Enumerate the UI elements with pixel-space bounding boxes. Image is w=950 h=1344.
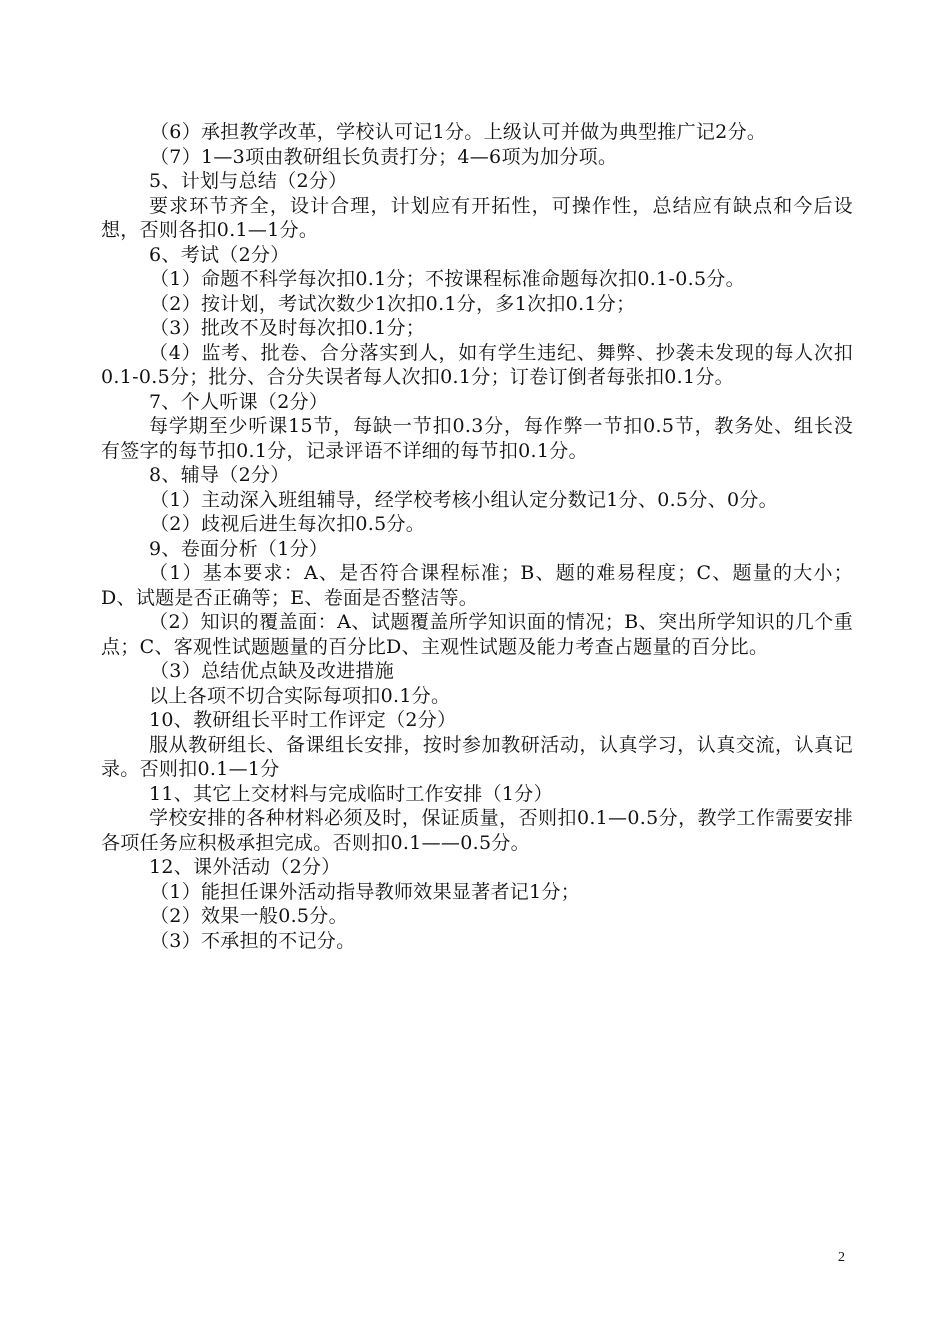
- section-heading: 8、辅导（2分）: [149, 464, 290, 486]
- paragraph: （6）承担教学改革，学校认可记1分。上级认可并做为典型推广记2分。: [150, 121, 767, 143]
- page-number: 2: [838, 1250, 845, 1265]
- paragraph: 要求环节齐全，设计合理，计划应有开拓性，可操作性，总结应有缺点和今后设想，否则各扣0.1—1分。: [101, 194, 853, 241]
- paragraph: 每学期至少听课15节，每缺一节扣0.3分，每作弊一节扣0.5节，教务处、组长没有签字的每节扣0.1分，记录评语不详细的每节扣0.1分。: [101, 415, 853, 462]
- paragraph: （2）知识的覆盖面：A、试题覆盖所学知识面的情况；B、突出所学知识的几个重点；C、客观性试题题量的百分比D、主观性试题及能力考查占题量的百分比。: [101, 611, 853, 658]
- section-heading: 10、教研组长平时工作评定（2分）: [149, 709, 457, 731]
- paragraph: （1）基本要求：A、是否符合课程标准；B、题的难易程度；C、题量的大小；D、试题是否正确等；E、卷面是否整洁等。: [101, 562, 853, 609]
- paragraph: （3）不承担的不记分。: [150, 929, 356, 952]
- section-heading: 9、卷面分析（1分）: [149, 537, 329, 560]
- paragraph: （2）效果一般0.5分。: [150, 905, 348, 927]
- paragraph: （4）监考、批卷、合分落实到人，如有学生违纪、舞弊、抄袭未发现的每人次扣0.1-0.5分；批分、合分失误者每人次扣0.1分；订卷订倒者每张扣0.1分。: [101, 341, 853, 388]
- paragraph: 以上各项不切合实际每项扣0.1分。: [149, 684, 451, 707]
- paragraph: （3）总结优点缺及改进措施: [150, 660, 394, 682]
- document-body: [101, 120, 853, 953]
- paragraph: （3）批改不及时每次扣0.1分；: [150, 317, 426, 339]
- paragraph: 学校安排的各种材料必须及时，保证质量，否则扣0.1—0.5分，教学工作需要安排各项任务应积极承担完成。否则扣0.1——0.5分。: [101, 807, 853, 854]
- paragraph: （2）歧视后进生每次扣0.5分。: [150, 513, 426, 535]
- section-heading: 11、其它上交材料与完成临时工作安排（1分）: [149, 782, 553, 805]
- paragraph: （1）命题不科学每次扣0.1分；不按课程标准命题每次扣0.1-0.5分。: [150, 268, 745, 290]
- paragraph: 服从教研组长、备课组长安排，按时参加教研活动，认真学习，认真交流，认真记录。否则扣0.1—1分: [101, 733, 853, 780]
- paragraph: （1）主动深入班组辅导，经学校考核小组认定分数记1分、0.5分、0分。: [150, 488, 778, 511]
- paragraph: （1）能担任课外活动指导教师效果显著者记1分；: [150, 880, 581, 903]
- section-heading: 7、个人听课（2分）: [149, 390, 329, 413]
- section-heading: 6、考试（2分）: [149, 243, 290, 266]
- paragraph: （2）按计划，考试次数少1次扣0.1分，多1次扣0.1分；: [150, 292, 636, 315]
- section-heading: 12、课外活动（2分）: [149, 856, 341, 878]
- section-heading: 5、计划与总结（2分）: [149, 170, 348, 192]
- paragraph: （7）1—3项由教研组长负责打分；4—6项为加分项。: [150, 145, 618, 168]
